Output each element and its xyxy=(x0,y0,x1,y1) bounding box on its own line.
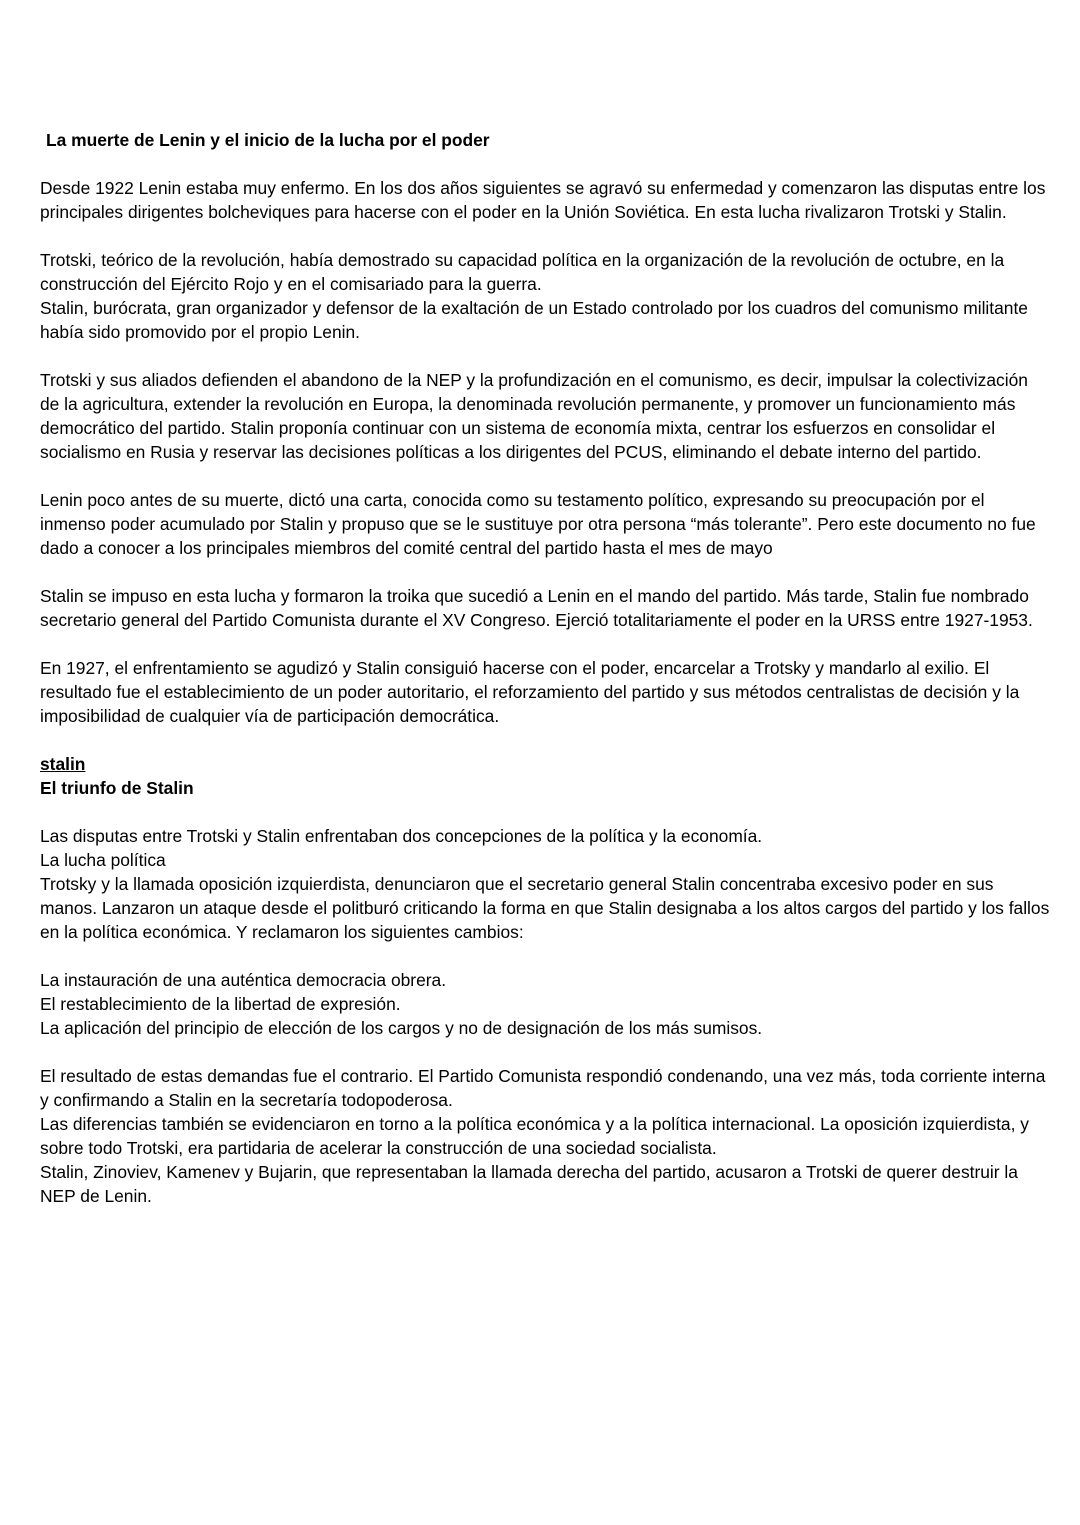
paragraph-rivals xyxy=(40,248,1050,344)
paragraph-diferencias: Las diferencias también se evidenciaron en torno a la política económica y a la política internacional. La oposición izquierdista, y sobre todo Trotski, era partidaria de acelerar la construcción de una sociedad socialista. xyxy=(40,1114,1029,1158)
paragraph-outcome xyxy=(40,1064,1050,1208)
list-item: La instauración de una auténtica democracia obrera. xyxy=(40,970,447,990)
paragraph-resultado: El resultado de estas demandas fue el contrario. El Partido Comunista respondió condenando, una vez más, toda corriente interna y confirmando a Stalin en la secretaría todopoderosa. xyxy=(40,1066,1046,1110)
paragraph-1927: En 1927, el enfrentamiento se agudizó y Stalin consiguió hacerse con el poder, encarcelar a Trotsky y mandarlo al exilio. El resultado fue el establecimiento de un poder autoritario, el reforzamiento del partido y sus métodos centralistas de decisión y la imposibilidad de cualquier vía de participación democrática. xyxy=(40,658,1020,726)
paragraph-lucha-politica: La lucha política xyxy=(40,850,166,870)
paragraph-troika: Stalin se impuso en esta lucha y formaron la troika que sucedió a Lenin en el mando del partido. Más tarde, Stalin fue nombrado secretario general del Partido Comunista durante el XV Congreso. Ejerció totalitariamente el poder en la URSS entre 1927-1953. xyxy=(40,586,1033,630)
paragraph-positions: Trotski y sus aliados defienden el abandono de la NEP y la profundización en el comunismo, es decir, impulsar la colectivización de la agricultura, extender la revolución en Europa, la denominada revolución permanente, y promover un funcionamiento más democrático del partido. Stalin proponía continuar con un sistema de economía mixta, centrar los esfuerzos en consolidar el socialismo en Rusia y reservar las decisiones políticas a los dirigentes del PCUS, eliminando el debate interno del partido. xyxy=(40,370,1028,462)
paragraph-oposicion: Trotsky y la llamada oposición izquierdista, denunciaron que el secretario general Stalin concentraba excesivo poder en sus manos. Lanzaron un ataque desde el politburó criticando la forma en que Stalin designaba a los altos cargos del partido y los fallos en la política económica. Y reclamaron los siguientes cambios: xyxy=(40,874,1050,942)
section-stalin xyxy=(40,752,1050,1208)
section-subtitle: El triunfo de Stalin xyxy=(40,778,194,798)
list-item: La aplicación del principio de elección de los cargos y no de designación de los más sumisos. xyxy=(40,1018,763,1038)
paragraph-derecha: Stalin, Zinoviev, Kamenev y Bujarin, que representaban la llamada derecha del partido, acusaron a Trotski de querer destruir la NEP de Lenin. xyxy=(40,1162,1018,1206)
paragraph-disputes xyxy=(40,824,1050,944)
document-page xyxy=(40,128,1050,1232)
paragraph-testament: Lenin poco antes de su muerte, dictó una carta, conocida como su testamento político, expresando su preocupación por el inmenso poder acumulado por Stalin y propuso que se le sustituye por otra persona “más tolerante”. Pero este documento no fue dado a conocer a los principales miembros del comité central del partido hasta el mes de mayo xyxy=(40,490,1036,558)
document-title: La muerte de Lenin y el inicio de la lucha por el poder xyxy=(46,130,490,150)
paragraph-trotski: Trotski, teórico de la revolución, había demostrado su capacidad política en la organización de la revolución de octubre, en la construcción del Ejército Rojo y en el comisariado para la guerra. xyxy=(40,250,1005,294)
paragraph-concepciones: Las disputas entre Trotski y Stalin enfrentaban dos concepciones de la política y la economía. xyxy=(40,826,763,846)
paragraph-stalin: Stalin, burócrata, gran organizador y defensor de la exaltación de un Estado controlado por los cuadros del comunismo militante había sido promovido por el propio Lenin. xyxy=(40,298,1028,342)
stalin-link[interactable]: stalin xyxy=(40,754,86,774)
list-item: El restablecimiento de la libertad de expresión. xyxy=(40,994,401,1014)
paragraph-lenin-illness: Desde 1922 Lenin estaba muy enfermo. En los dos años siguientes se agravó su enfermedad y comenzaron las disputas entre los principales dirigentes bolcheviques para hacerse con el poder en la Unión Soviética. En esta lucha rivalizaron Trotski y Stalin. xyxy=(40,178,1046,222)
demands-list xyxy=(40,968,1050,1040)
